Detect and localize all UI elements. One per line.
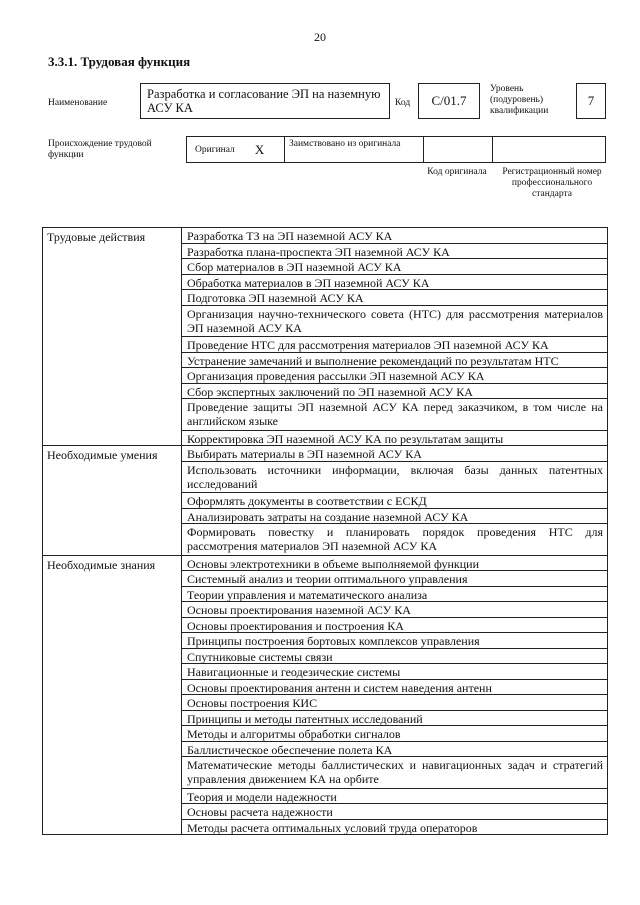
table-row: Оформлять документы в соответствии с ЕСКД: [182, 493, 607, 509]
table-row: Проведение защиты ЭП наземной АСУ КА перед заказчиком, в том числе на английском языке: [182, 399, 607, 431]
table-row: Математические методы баллистических и навигационных задач и стратегий управления движением КА на орбите: [182, 757, 607, 789]
table-row: Навигационные и геодезические системы: [182, 664, 607, 680]
original-cell: [187, 137, 285, 162]
table-row: Методы и алгоритмы обработки сигналов: [182, 726, 607, 742]
origin-label: Происхождение трудовой функции: [48, 139, 152, 160]
table-row: Спутниковые системы связи: [182, 649, 607, 665]
table-row: Принципы и методы патентных исследований: [182, 711, 607, 727]
table-row: Разработка ТЗ на ЭП наземной АСУ КА: [182, 228, 607, 244]
divider: [492, 137, 493, 162]
borrowed-label: Заимствовано из оригинала: [289, 139, 401, 149]
table-row: Баллистическое обеспечение полета КА: [182, 742, 607, 758]
section-divider: [43, 445, 182, 446]
table-row: Сбор экспертных заключений по ЭП наземной АСУ КА: [182, 384, 607, 400]
section-label-cell: [43, 228, 182, 446]
table-row: Основы электротехники в объеме выполняемой функции: [182, 556, 607, 572]
code-box: C/01.7: [418, 83, 480, 119]
table-row: Основы проектирования и построения КА: [182, 618, 607, 634]
section-label: Трудовые действия: [47, 230, 146, 244]
table-row: Теории управления и математического анализа: [182, 587, 607, 603]
origin-row: [186, 136, 606, 163]
table-row: Корректировка ЭП наземной АСУ КА по результатам защиты: [182, 431, 607, 447]
table-row: Сбор материалов в ЭП наземной АСУ КА: [182, 259, 607, 275]
reg-number-caption: Регистрационный номер профессионального стандарта: [502, 167, 602, 199]
table-row: Основы расчета надежности: [182, 804, 607, 820]
table-row: Использовать источники информации, включая базы данных патентных исследований: [182, 462, 607, 494]
code-label: Код: [395, 98, 411, 108]
original-mark: X: [254, 141, 265, 157]
table-row: Подготовка ЭП наземной АСУ КА: [182, 290, 607, 306]
name-label: Наименование: [48, 98, 108, 108]
section-title: 3.3.1. Трудовая функция: [48, 54, 191, 69]
page-number: 20: [314, 30, 326, 44]
table-row: Формировать повестку и планировать порядок проведения НТС для рассмотрения материалов ЭП наземной АСУ КА: [182, 524, 607, 556]
original-label: Оригинал: [195, 144, 235, 155]
level-box: 7: [576, 83, 606, 119]
table-row: Проведение НТС для рассмотрения материалов ЭП наземной АСУ КА: [182, 337, 607, 353]
level-label: Уровень (подуровень) квалификации: [490, 84, 549, 116]
section-label-cell: [43, 556, 182, 836]
table-row: Принципы построения бортовых комплексов управления: [182, 633, 607, 649]
table-row: Разработка плана-проспекта ЭП наземной АСУ КА: [182, 244, 607, 260]
table-row: Методы расчета оптимальных условий труда операторов: [182, 820, 607, 836]
table-row: Организация научно-технического совета (НТС) для рассмотрения материалов ЭП наземной АСУ КА: [182, 306, 607, 338]
table-row: Анализировать затраты на создание наземной АСУ КА: [182, 509, 607, 525]
table-row: Системный анализ и теории оптимального управления: [182, 571, 607, 587]
section-label: Необходимые умения: [47, 448, 158, 462]
section-label: Необходимые знания: [47, 557, 156, 572]
function-name-box: Разработка и согласование ЭП на наземную АСУ КА: [140, 83, 390, 119]
section-divider: [43, 555, 182, 556]
table-row: Выбирать материалы в ЭП наземной АСУ КА: [182, 446, 607, 462]
table-row: Основы проектирования антенн и систем наведения антенн: [182, 680, 607, 696]
table-row: Обработка материалов в ЭП наземной АСУ КА: [182, 275, 607, 291]
table-row: Теория и модели надежности: [182, 789, 607, 805]
code-original-caption: Код оригинала: [427, 167, 487, 177]
section-label-cell: [43, 446, 182, 556]
table-row: Основы проектирования наземной АСУ КА: [182, 602, 607, 618]
table-row: Основы построения КИС: [182, 695, 607, 711]
table-row: Организация проведения рассылки ЭП наземной АСУ КА: [182, 368, 607, 384]
function-table: [42, 227, 608, 835]
divider: [423, 137, 424, 162]
table-row: Устранение замечаний и выполнение рекомендаций по результатам НТС: [182, 353, 607, 369]
